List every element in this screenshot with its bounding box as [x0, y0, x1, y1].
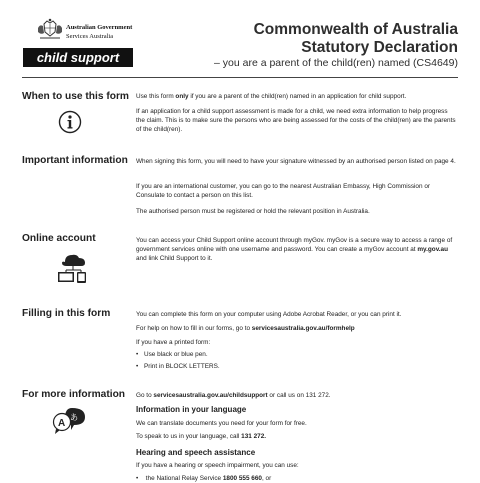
translation-icon — [52, 406, 92, 436]
language-paragraph-2: To speak to us in your language, call 131 272. — [136, 433, 267, 440]
svg-text:あ: あ — [70, 413, 78, 422]
section-title-important: Important information — [22, 155, 128, 166]
form-title-line2: Statutory Declaration — [301, 39, 458, 56]
formhelp-link[interactable]: servicesaustralia.gov.au/formhelp — [251, 325, 355, 332]
important-paragraph-1: When signing this form, you will need to have your signature witnessed by an authorised person listed on page 4. — [136, 158, 456, 165]
government-crest-icon — [36, 18, 64, 42]
form-title-line1: Commonwealth of Australia — [253, 21, 458, 38]
filling-paragraph-2: For help on how to fill in our forms, go to servicesaustralia.gov.au/formhelp — [136, 325, 355, 332]
info-circle-icon — [58, 110, 82, 134]
childsupport-link[interactable]: servicesaustralia.gov.au/childsupport — [153, 392, 268, 399]
agency-name: Services Australia — [66, 33, 114, 40]
filling-paragraph-1: You can complete this form on your computer using Adobe Acrobat Reader, or you can print it. — [136, 311, 402, 318]
government-name: Australian Government — [66, 24, 133, 31]
cloud-devices-icon — [56, 249, 90, 283]
svg-text:A: A — [58, 418, 66, 429]
child-support-badge: child support — [23, 48, 133, 67]
filling-bullet-2: • Print in BLOCK LETTERS. — [136, 362, 458, 371]
when-paragraph-2: If an application for a child support assessment is made for a child, we need extra information to help progress the claim. This is to make sure the persons who are being assessed for the costs of the child(ren) are the parents of the child(ren). — [136, 108, 456, 133]
important-paragraph-2: If you are an international customer, you can go to the nearest Australian Embassy, High Commission or Consulate to contact a person on this list. — [136, 183, 430, 199]
hearing-paragraph-1: If you have a hearing or speech impairment, you can use: — [136, 462, 299, 469]
filling-paragraph-3: If you have a printed form: — [136, 339, 211, 346]
hearing-bullet-1: • the National Relay Service 1800 555 660, or — [136, 474, 458, 483]
section-title-filling-in: Filling in this form — [22, 308, 111, 319]
when-paragraph-1: Use this form only if you are a parent of the child(ren) named in an application for child support. — [136, 93, 407, 100]
section-title-more-info: For more information — [22, 389, 126, 400]
hearing-heading: Hearing and speech assistance — [136, 448, 256, 457]
section-title-online-account: Online account — [22, 233, 96, 244]
header-divider — [22, 77, 458, 78]
online-paragraph-1: You can access your Child Support online account through myGov. myGov is a secure way to access a range of government services online with one username and password. You can create a myGov account at my.gov.au and link Child Support to it. — [136, 237, 453, 262]
mygov-link[interactable]: my.gov.au — [417, 246, 449, 253]
language-heading: Information in your language — [136, 405, 247, 414]
section-title-when-to-use: When to use this form — [22, 91, 129, 102]
important-paragraph-3: The authorised person must be registered or hold the relevant position in Australia. — [136, 208, 370, 215]
more-paragraph-1: Go to servicesaustralia.gov.au/childsupport or call us on 131 272. — [136, 392, 331, 399]
form-subtitle: – you are a parent of the child(ren) named (CS4649) — [214, 57, 458, 69]
language-paragraph-1: We can translate documents you need for your form for free. — [136, 420, 307, 427]
filling-bullet-1: • Use black or blue pen. — [136, 350, 458, 359]
